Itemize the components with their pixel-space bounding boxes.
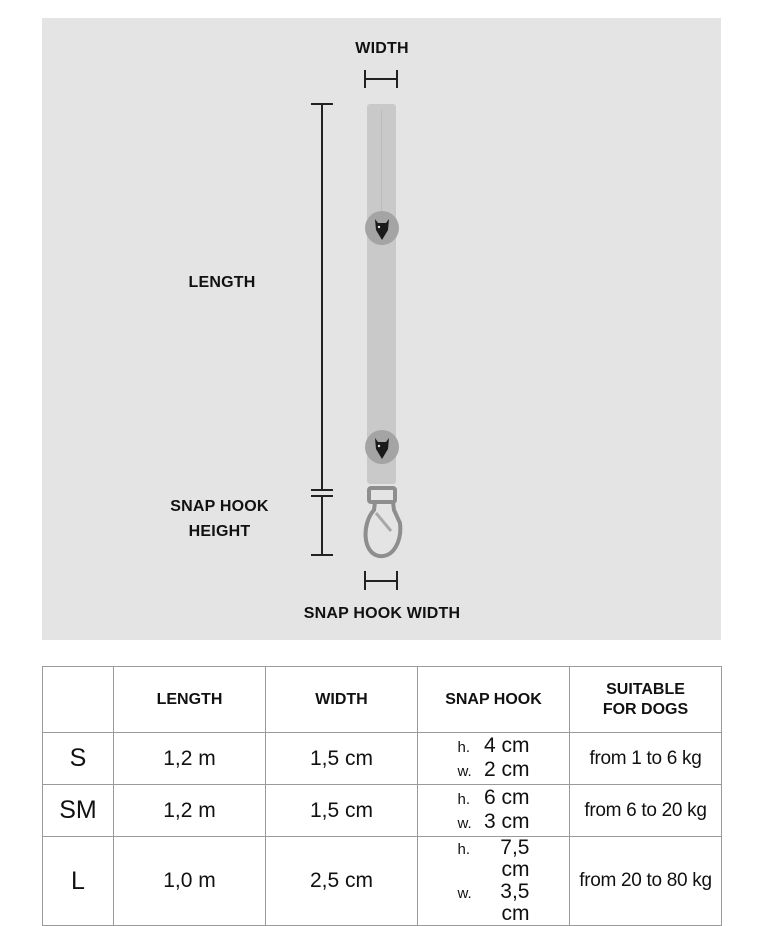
size-cell: SM xyxy=(43,785,114,837)
table-header-row xyxy=(43,667,722,733)
header-snap-hook: SNAP HOOK xyxy=(418,667,570,733)
snap-hook xyxy=(366,488,401,556)
snap-hook-cell xyxy=(418,837,570,926)
width-cell: 1,5 cm xyxy=(266,733,418,785)
leash-diagram xyxy=(42,18,721,640)
snap-hook-height-marker xyxy=(311,496,333,555)
header-length: LENGTH xyxy=(114,667,266,733)
size-cell: L xyxy=(43,837,114,926)
header-width: WIDTH xyxy=(266,667,418,733)
hook-height-prefix: h. xyxy=(457,738,471,756)
dogs-weight-cell: from 1 to 6 kg xyxy=(570,733,722,785)
header-empty xyxy=(43,667,114,733)
table-row xyxy=(43,785,722,837)
snap-hook-width-marker xyxy=(365,571,397,590)
leash-illustration xyxy=(42,18,721,640)
hook-width-value: 3 cm xyxy=(483,809,530,833)
length-cell: 1,0 m xyxy=(114,837,266,926)
length-cell: 1,2 m xyxy=(114,785,266,837)
dogs-weight-cell: from 20 to 80 kg xyxy=(570,837,722,926)
hook-height-value: 7,5 cm xyxy=(500,836,530,881)
length-label: LENGTH xyxy=(188,274,256,291)
dogs-weight-cell: from 6 to 20 kg xyxy=(570,785,722,837)
snap-hook-height-label: SNAP HOOK HEIGHT xyxy=(170,498,269,540)
width-marker xyxy=(365,70,397,88)
hook-height-value: 4 cm xyxy=(483,733,530,757)
length-cell: 1,2 m xyxy=(114,733,266,785)
width-cell: 1,5 cm xyxy=(266,785,418,837)
size-cell: S xyxy=(43,733,114,785)
length-marker xyxy=(311,104,333,490)
emblem-top xyxy=(365,211,399,245)
table-row xyxy=(43,733,722,785)
hook-height-value: 6 cm xyxy=(483,785,530,809)
width-label: WIDTH xyxy=(355,40,409,57)
snap-hook-width-label: SNAP HOOK WIDTH xyxy=(303,605,461,622)
width-cell: 2,5 cm xyxy=(266,837,418,926)
snap-hook-cell xyxy=(418,785,570,837)
hook-width-prefix: w. xyxy=(457,885,472,902)
hook-height-prefix: h. xyxy=(457,790,471,808)
leash-strap xyxy=(367,104,396,484)
snap-hook-cell xyxy=(418,733,570,785)
header-suitable-for-dogs: SUITABLE FOR DOGS xyxy=(570,667,722,733)
hook-width-value: 2 cm xyxy=(483,757,530,781)
table-row xyxy=(43,837,722,926)
hook-width-prefix: w. xyxy=(457,762,472,780)
size-table xyxy=(42,666,722,926)
hook-height-prefix: h. xyxy=(457,841,471,858)
emblem-bottom xyxy=(365,430,399,464)
hook-width-prefix: w. xyxy=(457,814,472,832)
hook-width-value: 3,5 cm xyxy=(500,880,530,925)
